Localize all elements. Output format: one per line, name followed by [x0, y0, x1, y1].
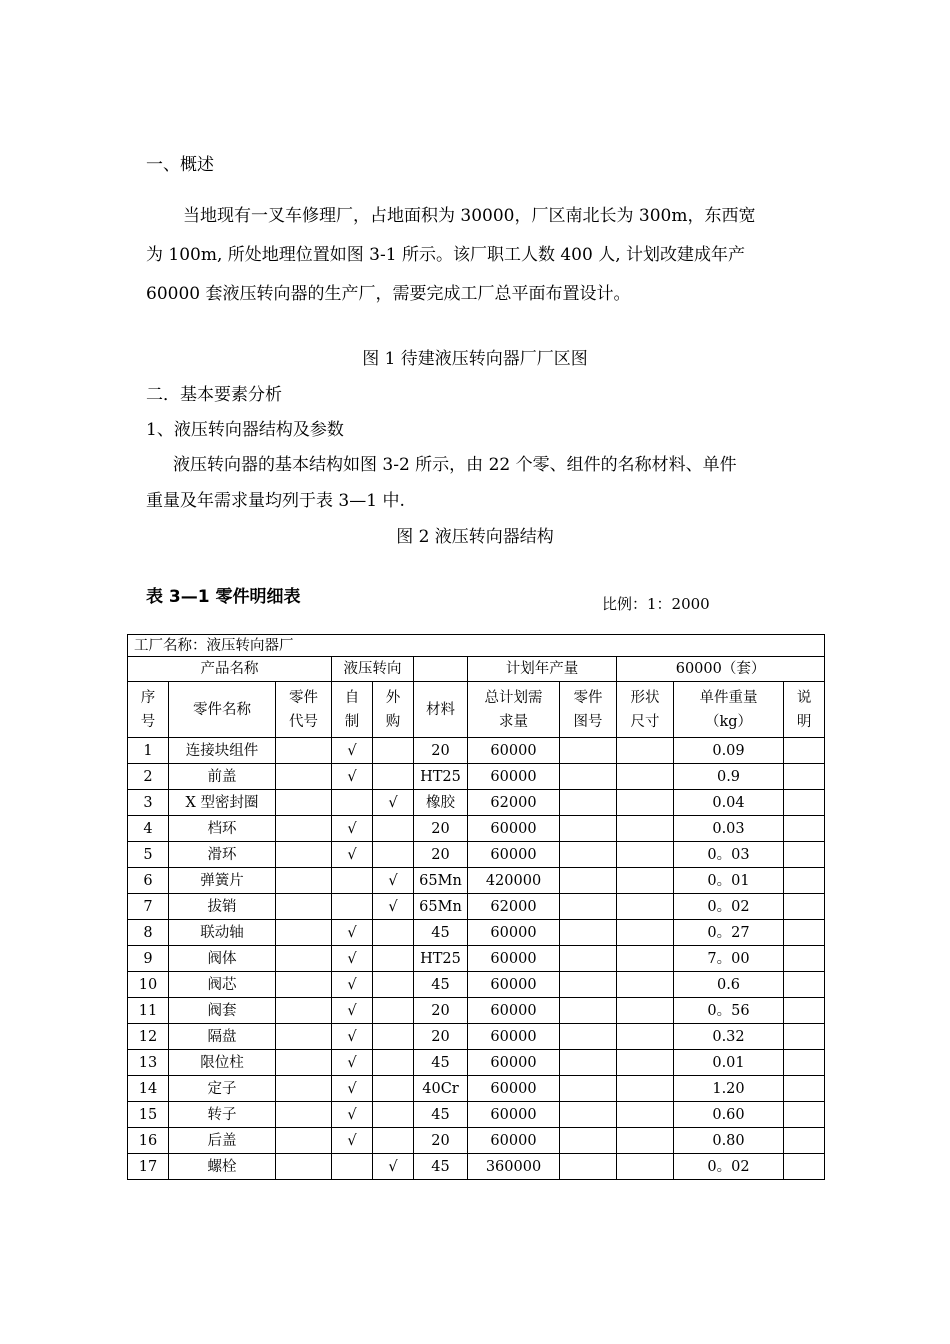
cell-seq: 2	[128, 764, 169, 790]
header-self-made: 自 制	[332, 682, 373, 738]
cell-outsourced	[373, 816, 414, 842]
cell-self-made: √	[332, 1050, 373, 1076]
cell-seq: 9	[128, 946, 169, 972]
cell-unit-weight: 1.20	[674, 1076, 784, 1102]
cell-part-code	[276, 1128, 332, 1154]
cell-part-code	[276, 946, 332, 972]
cell-part-name: 阀体	[169, 946, 276, 972]
cell-seq: 10	[128, 972, 169, 998]
cell-shape-size	[617, 972, 674, 998]
product-row	[128, 657, 825, 682]
factory-name-cell: 工厂名称：液压转向器厂	[128, 635, 825, 657]
cell-note	[784, 946, 825, 972]
cell-part-name: 限位柱	[169, 1050, 276, 1076]
cell-unit-weight: 0。01	[674, 868, 784, 894]
cell-part-code	[276, 998, 332, 1024]
cell-material: HT25	[414, 764, 468, 790]
cell-total-demand: 60000	[468, 842, 560, 868]
cell-outsourced: √	[373, 868, 414, 894]
cell-outsourced	[373, 920, 414, 946]
cell-part-code	[276, 868, 332, 894]
cell-material: 45	[414, 1102, 468, 1128]
table-row	[128, 894, 825, 920]
cell-part-code	[276, 842, 332, 868]
cell-note	[784, 1076, 825, 1102]
cell-part-name: 阀套	[169, 998, 276, 1024]
table-row	[128, 946, 825, 972]
cell-material: 40Cr	[414, 1076, 468, 1102]
table-row	[128, 1024, 825, 1050]
cell-part-name: 定子	[169, 1076, 276, 1102]
cell-shape-size	[617, 1050, 674, 1076]
cell-outsourced	[373, 1050, 414, 1076]
cell-shape-size	[617, 790, 674, 816]
cell-note	[784, 842, 825, 868]
cell-part-code	[276, 764, 332, 790]
cell-drawing-number	[560, 1024, 617, 1050]
cell-unit-weight: 0。02	[674, 894, 784, 920]
table-row	[128, 790, 825, 816]
header-part-name: 零件名称	[169, 682, 276, 738]
cell-material: 20	[414, 1024, 468, 1050]
cell-seq: 6	[128, 868, 169, 894]
cell-note	[784, 1102, 825, 1128]
cell-note	[784, 920, 825, 946]
cell-note	[784, 738, 825, 764]
cell-outsourced	[373, 764, 414, 790]
cell-part-name: 后盖	[169, 1128, 276, 1154]
cell-total-demand: 60000	[468, 764, 560, 790]
cell-material: 20	[414, 842, 468, 868]
cell-outsourced	[373, 738, 414, 764]
cell-part-name: 转子	[169, 1102, 276, 1128]
cell-note	[784, 894, 825, 920]
header-seq: 序 号	[128, 682, 169, 738]
cell-drawing-number	[560, 868, 617, 894]
cell-total-demand: 60000	[468, 816, 560, 842]
table-row	[128, 1154, 825, 1180]
cell-unit-weight: 0.9	[674, 764, 784, 790]
cell-outsourced	[373, 842, 414, 868]
section1-paragraph-line: 当地现有一叉车修理厂，占地面积为 30000，厂区南北长为 300m，东西宽	[183, 206, 756, 226]
cell-note	[784, 1154, 825, 1180]
cell-outsourced: √	[373, 894, 414, 920]
cell-material: 65Mn	[414, 868, 468, 894]
cell-total-demand: 60000	[468, 1076, 560, 1102]
cell-self-made: √	[332, 920, 373, 946]
cell-note	[784, 816, 825, 842]
cell-unit-weight: 0。03	[674, 842, 784, 868]
header-unit-weight: 单件重量 （kg）	[674, 682, 784, 738]
cell-outsourced	[373, 972, 414, 998]
cell-note	[784, 1024, 825, 1050]
cell-seq: 14	[128, 1076, 169, 1102]
cell-material: 20	[414, 1128, 468, 1154]
cell-drawing-number	[560, 920, 617, 946]
cell-unit-weight: 0.6	[674, 972, 784, 998]
product-name-label: 产品名称	[128, 657, 332, 682]
parts-table-body	[128, 738, 825, 1180]
cell-material: 20	[414, 816, 468, 842]
cell-shape-size	[617, 920, 674, 946]
cell-drawing-number	[560, 1128, 617, 1154]
cell-part-name: 阀芯	[169, 972, 276, 998]
header-note: 说 明	[784, 682, 825, 738]
cell-total-demand: 60000	[468, 738, 560, 764]
cell-drawing-number	[560, 894, 617, 920]
cell-self-made: √	[332, 1076, 373, 1102]
cell-drawing-number	[560, 764, 617, 790]
cell-unit-weight: 0.80	[674, 1128, 784, 1154]
cell-unit-weight: 7。00	[674, 946, 784, 972]
cell-total-demand: 60000	[468, 1128, 560, 1154]
table-row	[128, 1050, 825, 1076]
cell-seq: 11	[128, 998, 169, 1024]
cell-unit-weight: 0.03	[674, 816, 784, 842]
cell-material: 20	[414, 738, 468, 764]
cell-material: 45	[414, 1154, 468, 1180]
cell-drawing-number	[560, 790, 617, 816]
cell-drawing-number	[560, 972, 617, 998]
cell-unit-weight: 0。27	[674, 920, 784, 946]
cell-seq: 15	[128, 1102, 169, 1128]
cell-self-made: √	[332, 816, 373, 842]
cell-part-name: X 型密封圈	[169, 790, 276, 816]
cell-part-name: 弹簧片	[169, 868, 276, 894]
cell-material: 45	[414, 972, 468, 998]
cell-seq: 8	[128, 920, 169, 946]
cell-total-demand: 60000	[468, 972, 560, 998]
cell-drawing-number	[560, 946, 617, 972]
section2-subheading: 1、液压转向器结构及参数	[146, 420, 344, 440]
cell-drawing-number	[560, 1102, 617, 1128]
cell-shape-size	[617, 1076, 674, 1102]
cell-self-made: √	[332, 1128, 373, 1154]
cell-shape-size	[617, 1154, 674, 1180]
table-row	[128, 1076, 825, 1102]
cell-seq: 13	[128, 1050, 169, 1076]
table-row	[128, 764, 825, 790]
cell-seq: 17	[128, 1154, 169, 1180]
cell-unit-weight: 0。02	[674, 1154, 784, 1180]
cell-unit-weight: 0.04	[674, 790, 784, 816]
header-outsourced: 外 购	[373, 682, 414, 738]
cell-shape-size	[617, 894, 674, 920]
cell-drawing-number	[560, 1050, 617, 1076]
cell-shape-size	[617, 764, 674, 790]
cell-outsourced	[373, 1128, 414, 1154]
cell-drawing-number	[560, 842, 617, 868]
product-name-value: 液压转向	[332, 657, 414, 682]
cell-self-made: √	[332, 946, 373, 972]
cell-shape-size	[617, 868, 674, 894]
cell-total-demand: 360000	[468, 1154, 560, 1180]
section1-heading: 一、概述	[146, 155, 214, 175]
cell-material: 20	[414, 998, 468, 1024]
cell-self-made	[332, 790, 373, 816]
cell-seq: 4	[128, 816, 169, 842]
cell-material: HT25	[414, 946, 468, 972]
cell-drawing-number	[560, 738, 617, 764]
cell-drawing-number	[560, 816, 617, 842]
cell-part-code	[276, 1154, 332, 1180]
cell-note	[784, 1128, 825, 1154]
cell-note	[784, 1050, 825, 1076]
cell-total-demand: 60000	[468, 1024, 560, 1050]
cell-total-demand: 420000	[468, 868, 560, 894]
factory-name-row	[128, 635, 825, 657]
table-scale: 比例：1：2000	[602, 595, 710, 613]
table-row	[128, 868, 825, 894]
cell-seq: 5	[128, 842, 169, 868]
cell-material: 橡胶	[414, 790, 468, 816]
cell-note	[784, 790, 825, 816]
table-row	[128, 842, 825, 868]
cell-self-made: √	[332, 998, 373, 1024]
cell-part-code	[276, 894, 332, 920]
cell-self-made: √	[332, 1102, 373, 1128]
table-header-row	[128, 682, 825, 738]
cell-total-demand: 60000	[468, 946, 560, 972]
cell-shape-size	[617, 816, 674, 842]
cell-part-code	[276, 1102, 332, 1128]
cell-self-made: √	[332, 972, 373, 998]
header-part-code: 零件 代号	[276, 682, 332, 738]
cell-outsourced	[373, 946, 414, 972]
cell-note	[784, 972, 825, 998]
cell-material: 45	[414, 920, 468, 946]
cell-self-made	[332, 868, 373, 894]
cell-self-made: √	[332, 764, 373, 790]
cell-part-name: 拔销	[169, 894, 276, 920]
cell-total-demand: 60000	[468, 920, 560, 946]
cell-outsourced	[373, 1076, 414, 1102]
cell-part-code	[276, 738, 332, 764]
cell-part-code	[276, 972, 332, 998]
cell-part-name: 隔盘	[169, 1024, 276, 1050]
cell-self-made	[332, 1154, 373, 1180]
cell-drawing-number	[560, 998, 617, 1024]
figure1-caption: 图 1 待建液压转向器厂厂区图	[362, 349, 588, 369]
cell-part-code	[276, 790, 332, 816]
cell-outsourced: √	[373, 1154, 414, 1180]
cell-part-name: 螺栓	[169, 1154, 276, 1180]
cell-shape-size	[617, 1024, 674, 1050]
cell-drawing-number	[560, 1076, 617, 1102]
header-drawing-number: 零件 图号	[560, 682, 617, 738]
cell-outsourced	[373, 1102, 414, 1128]
cell-part-name: 滑环	[169, 842, 276, 868]
cell-self-made: √	[332, 1024, 373, 1050]
cell-total-demand: 60000	[468, 1050, 560, 1076]
cell-unit-weight: 0.09	[674, 738, 784, 764]
table-row	[128, 1128, 825, 1154]
cell-part-code	[276, 1024, 332, 1050]
cell-outsourced	[373, 1024, 414, 1050]
product-row-empty-cell	[414, 657, 468, 682]
table-row	[128, 972, 825, 998]
section2-heading: 二．基本要素分析	[146, 385, 282, 405]
cell-total-demand: 60000	[468, 998, 560, 1024]
cell-note	[784, 764, 825, 790]
cell-shape-size	[617, 946, 674, 972]
cell-seq: 16	[128, 1128, 169, 1154]
figure2-caption: 图 2 液压转向器结构	[396, 527, 554, 547]
section2-paragraph-line: 液压转向器的基本结构如图 3-2 所示，由 22 个零、组件的名称材料、单件	[173, 455, 737, 475]
table-row	[128, 920, 825, 946]
cell-total-demand: 62000	[468, 894, 560, 920]
cell-total-demand: 62000	[468, 790, 560, 816]
table-row	[128, 816, 825, 842]
cell-part-name: 连接块组件	[169, 738, 276, 764]
cell-part-name: 档环	[169, 816, 276, 842]
cell-shape-size	[617, 1102, 674, 1128]
cell-material: 65Mn	[414, 894, 468, 920]
cell-self-made: √	[332, 738, 373, 764]
cell-seq: 12	[128, 1024, 169, 1050]
plan-output-label: 计划年产量	[468, 657, 617, 682]
cell-seq: 7	[128, 894, 169, 920]
cell-part-name: 前盖	[169, 764, 276, 790]
section1-paragraph-line: 60000 套液压转向器的生产厂，需要完成工厂总平面布置设计。	[146, 284, 631, 304]
cell-shape-size	[617, 842, 674, 868]
header-material: 材料	[414, 682, 468, 738]
cell-part-code	[276, 920, 332, 946]
plan-output-value: 60000（套）	[617, 657, 825, 682]
cell-self-made	[332, 894, 373, 920]
cell-outsourced	[373, 998, 414, 1024]
cell-part-code	[276, 1076, 332, 1102]
cell-material: 45	[414, 1050, 468, 1076]
cell-shape-size	[617, 1128, 674, 1154]
cell-drawing-number	[560, 1154, 617, 1180]
cell-note	[784, 998, 825, 1024]
cell-note	[784, 868, 825, 894]
cell-part-code	[276, 1050, 332, 1076]
cell-unit-weight: 0.01	[674, 1050, 784, 1076]
cell-shape-size	[617, 738, 674, 764]
header-total-demand: 总计划需 求量	[468, 682, 560, 738]
table-title: 表 3—1 零件明细表	[146, 587, 301, 607]
table-row	[128, 998, 825, 1024]
cell-unit-weight: 0.60	[674, 1102, 784, 1128]
parts-table	[127, 634, 825, 1180]
cell-seq: 1	[128, 738, 169, 764]
section2-paragraph-line: 重量及年需求量均列于表 3—1 中.	[146, 491, 405, 511]
cell-unit-weight: 0.32	[674, 1024, 784, 1050]
section1-paragraph-line: 为 100m, 所处地理位置如图 3-1 所示。该厂职工人数 400 人, 计划改建成年产	[146, 245, 746, 265]
cell-unit-weight: 0。56	[674, 998, 784, 1024]
table-row	[128, 1102, 825, 1128]
header-shape-size: 形状 尺寸	[617, 682, 674, 738]
cell-part-code	[276, 816, 332, 842]
cell-part-name: 联动轴	[169, 920, 276, 946]
cell-seq: 3	[128, 790, 169, 816]
table-row	[128, 738, 825, 764]
cell-outsourced: √	[373, 790, 414, 816]
cell-self-made: √	[332, 842, 373, 868]
cell-shape-size	[617, 998, 674, 1024]
cell-total-demand: 60000	[468, 1102, 560, 1128]
